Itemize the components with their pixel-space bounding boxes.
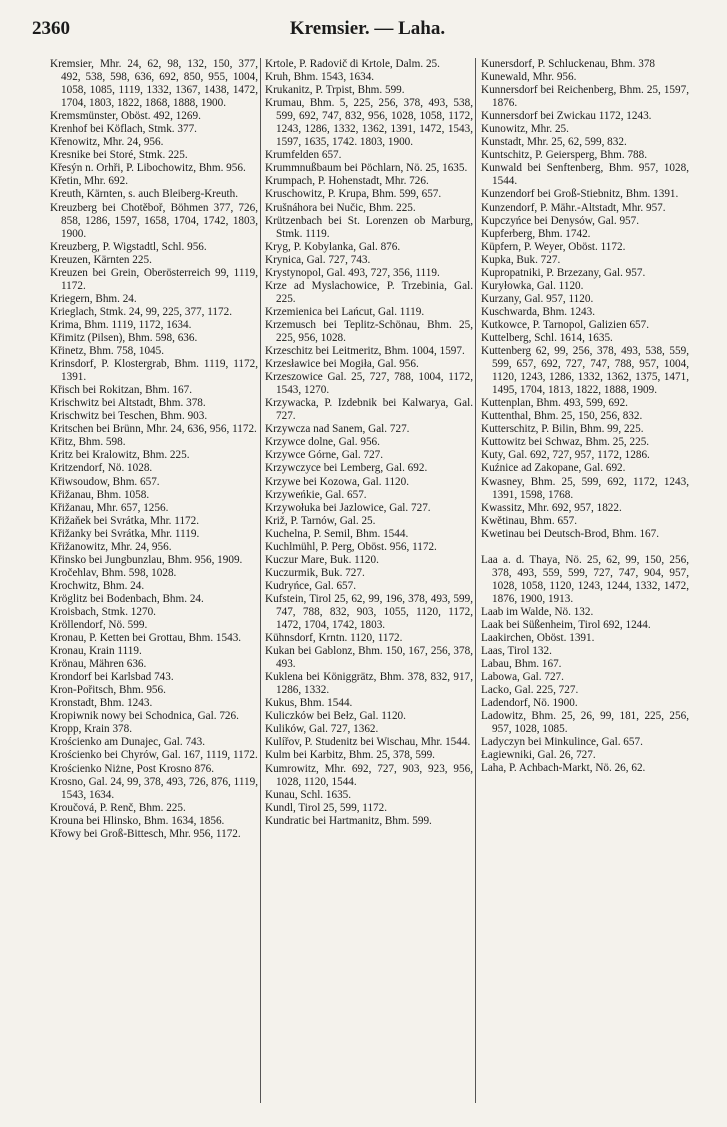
directory-entry: Krondorf bei Karlsbad 743. — [50, 671, 174, 684]
directory-entry: Křimitz (Pilsen), Bhm. 598, 636. — [50, 331, 198, 344]
directory-entry: Kroisbach, Stmk. 1270. — [50, 605, 156, 618]
directory-entry: Kremsmünster, Oböst. 492, 1269. — [50, 110, 201, 123]
directory-entry: Kunstadt, Mhr. 25, 62, 599, 832. — [481, 136, 627, 149]
directory-entry: Krzywcza nad Sanem, Gal. 727. — [265, 423, 410, 436]
directory-entry: Kutkowce, P. Tarnopol, Galizien 657. — [481, 318, 650, 331]
directory-entry: Ladendorf, Nö. 1900. — [481, 697, 578, 710]
directory-entry: Kunzendorf, P. Mähr.-Altstadt, Mhr. 957. — [481, 201, 666, 214]
directory-entry: Krzywce Górne, Gal. 727. — [265, 449, 384, 462]
directory-entry: Krzywacka, P. Izdebnik bei Kalwarya, Gal. 727. — [265, 397, 473, 423]
directory-entry: Kudryńce, Gal. 657. — [265, 579, 357, 592]
directory-entry: Kunewald, Mhr. 956. — [481, 71, 577, 84]
directory-entry: Kreuth, Kärnten, s. auch Bleiberg-Kreuth. — [50, 188, 239, 201]
directory-entry: Krystynopol, Gal. 493, 727, 356, 1119. — [265, 266, 440, 279]
directory-entry: Kuntschitz, P. Geiersperg, Bhm. 788. — [481, 149, 648, 162]
running-title: Kremsier. — Laha. — [289, 18, 446, 39]
directory-entry: Laakirchen, Oböst. 1391. — [481, 632, 595, 645]
directory-entry: Kriegern, Bhm. 24. — [50, 292, 137, 305]
directory-entry: Kunowitz, Mhr. 25. — [481, 123, 569, 136]
directory-entry: Krumau, Bhm. 5, 225, 256, 378, 493, 538, 599, 692, 747, 832, 956, 1028, 1058, 1172, 1243, 1286, 1332, 1362, 1391, 1472, 1543, 1597, 1635, 1742. 1803, 1900. — [265, 97, 473, 149]
directory-entry: Krzywe bei Kozowa, Gal. 1120. — [265, 475, 410, 488]
directory-entry: Kuryłowka, Gal. 1120. — [481, 279, 584, 292]
directory-entry: Krzyweńkie, Gal. 657. — [265, 488, 367, 501]
directory-entry: Lacko, Gal. 225, 727. — [481, 684, 579, 697]
directory-entry: Kukan bei Gablonz, Bhm. 150, 167, 256, 378, 493. — [265, 645, 473, 671]
directory-entry: Krze ad Myslachowice, P. Trzebinia, Gal. 225. — [265, 279, 473, 305]
column-2 — [265, 58, 473, 1118]
directory-entry: Kruh, Bhm. 1543, 1634. — [265, 71, 375, 84]
directory-entry: Kröglitz bei Bodenbach, Bhm. 24. — [50, 592, 204, 605]
directory-entry: Křisch bei Rokitzan, Bhm. 167. — [50, 384, 193, 397]
directory-entry: Kuschwarda, Bhm. 1243. — [481, 305, 596, 318]
page-header — [32, 18, 703, 44]
directory-entry: Kuczurmik, Buk. 727. — [265, 566, 365, 579]
directory-entry: Kunnersdorf bei Zwickau 1172, 1243. — [481, 110, 652, 123]
directory-entry: Kunau, Schl. 1635. — [265, 788, 352, 801]
directory-entry: Krinsdorf, P. Klostergrab, Bhm. 1119, 1172, 1391. — [50, 358, 258, 384]
directory-entry: Křižanowitz, Mhr. 24, 956. — [50, 540, 172, 553]
directory-entry: Kremsier, Mhr. 24, 62, 98, 132, 150, 377, 492, 538, 598, 636, 692, 850, 955, 1004, 1058, 1085, 1119, 1332, 1367, 1438, 1472, 1704, 1803, 1822, 1868, 1888, 1900. — [50, 58, 258, 110]
directory-entry: Kronau, Krain 1119. — [50, 645, 142, 658]
directory-entry: Laab im Walde, Nö. 132. — [481, 605, 594, 618]
directory-entry: Krönau, Mähren 636. — [50, 658, 147, 671]
directory-entry: Kurzany, Gal. 957, 1120. — [481, 292, 594, 305]
directory-entry: Kühnsdorf, Krntn. 1120, 1172. — [265, 632, 403, 645]
entry-columns — [50, 58, 700, 1118]
directory-entry: Krischwitz bei Altstadt, Bhm. 378. — [50, 397, 206, 410]
directory-entry: Krtole, P. Radovič di Krtole, Dalm. 25. — [265, 58, 440, 70]
directory-entry: Kuttelberg, Schl. 1614, 1635. — [481, 331, 613, 344]
directory-entry: Kupka, Buk. 727. — [481, 253, 561, 266]
directory-entry: Križ, P. Tarnów, Gal. 25. — [265, 514, 376, 527]
directory-entry: Krischwitz bei Teschen, Bhm. 903. — [50, 410, 208, 423]
directory-entry: Kumrowitz, Mhr. 692, 727, 903, 923, 956, 1028, 1120, 1544. — [265, 762, 473, 788]
directory-entry: Kunwald bei Senftenberg, Bhm. 957, 1028, 1544. — [481, 162, 689, 188]
directory-entry: Kulików, Gal. 727, 1362. — [265, 723, 379, 736]
directory-entry: Křitz, Bhm. 598. — [50, 436, 126, 449]
directory-entry: Křetin, Mhr. 692. — [50, 175, 128, 188]
directory-entry: Kuklena bei Königgrätz, Bhm. 378, 832, 917, 1286, 1332. — [265, 671, 473, 697]
directory-entry: Kupczyńce bei Denysów, Gal. 957. — [481, 214, 640, 227]
directory-entry: Krochwitz, Bhm. 24. — [50, 579, 145, 592]
directory-entry: Kupropatniki, P. Brzezany, Gal. 957. — [481, 266, 646, 279]
directory-entry: Křenowitz, Mhr. 24, 956. — [50, 136, 164, 149]
column-divider — [475, 58, 476, 1103]
directory-entry: Kuttowitz bei Schwaz, Bhm. 25, 225. — [481, 436, 650, 449]
directory-entry: Kritz bei Kralowitz, Bhm. 225. — [50, 449, 190, 462]
directory-entry: Krzywce dolne, Gal. 956. — [265, 436, 380, 449]
directory-entry: Krumpach, P. Hohenstadt, Mhr. 726. — [265, 175, 429, 188]
column-3 — [481, 58, 689, 1118]
directory-entry: Křižanky bei Svrátka, Mhr. 1119. — [50, 527, 200, 540]
directory-entry: Kuttenthal, Bhm. 25, 150, 256, 832. — [481, 410, 643, 423]
directory-entry: Krzemusch bei Teplitz-Schönau, Bhm. 25, 225, 956, 1028. — [265, 318, 473, 344]
directory-entry: Kunersdorf, P. Schluckenau, Bhm. 378 — [481, 58, 656, 70]
directory-entry: Kuchlmühl, P. Perg, Oböst. 956, 1172. — [265, 540, 437, 553]
directory-entry: Krummnußbaum bei Pöchlarn, Nö. 25, 1635. — [265, 162, 468, 175]
column-divider — [260, 58, 261, 1103]
directory-entry: Kritschen bei Brünn, Mhr. 24, 636, 956, 1172. — [50, 423, 257, 436]
directory-entry: Kuty, Gal. 692, 727, 957, 1172, 1286. — [481, 449, 650, 462]
directory-entry: Kron-Pořitsch, Bhm. 956. — [50, 684, 166, 697]
directory-entry: Kropiwnik nowy bei Schodnica, Gal. 726. — [50, 710, 239, 723]
directory-entry: Křižaňek bei Svrátka, Mhr. 1172. — [50, 514, 200, 527]
directory-entry: Łagiewniki, Gal. 26, 727. — [481, 749, 596, 762]
directory-entry: Krützenbach bei St. Lorenzen ob Marburg, Stmk. 1119. — [265, 214, 473, 240]
directory-entry: Kröllendorf, Nö. 599. — [50, 619, 148, 632]
directory-entry: Kritzendorf, Nö. 1028. — [50, 462, 153, 475]
directory-entry: Krościenko am Dunajec, Gal. 743. — [50, 736, 206, 749]
directory-entry: Krzeschitz bei Leitmeritz, Bhm. 1004, 1597. — [265, 345, 465, 358]
directory-entry: Kuczur Mare, Buk. 1120. — [265, 553, 379, 566]
directory-entry: Křiwsoudow, Bhm. 657. — [50, 475, 160, 488]
directory-entry: Kročehlav, Bhm. 598, 1028. — [50, 566, 177, 579]
directory-entry: Kundratic bei Hartmanitz, Bhm. 599. — [265, 814, 432, 827]
directory-entry: Labowa, Gal. 727. — [481, 671, 564, 684]
directory-entry: Krouna bei Hlinsko, Bhm. 1634, 1856. — [50, 814, 225, 827]
directory-entry: Kreuzen bei Grein, Oberösterreich 99, 1119, 1172. — [50, 266, 258, 292]
directory-entry: Kukus, Bhm. 1544. — [265, 697, 353, 710]
directory-entry: Krzywczyce bei Lemberg, Gal. 692. — [265, 462, 428, 475]
directory-entry: Kreuzen, Kärnten 225. — [50, 253, 152, 266]
directory-entry: Kunnersdorf bei Reichenberg, Bhm. 25, 1597, 1876. — [481, 84, 689, 110]
directory-entry: Kupferberg, Bhm. 1742. — [481, 227, 591, 240]
directory-entry: Kreuzberg, P. Wigstadtl, Schl. 956. — [50, 240, 207, 253]
column-1 — [50, 58, 258, 1118]
directory-entry: Küpfern, P. Weyer, Oböst. 1172. — [481, 240, 626, 253]
directory-entry: Kroučová, P. Renč, Bhm. 225. — [50, 801, 186, 814]
directory-entry: Krościenko Niżne, Post Krosno 876. — [50, 762, 215, 775]
directory-entry: Kuliczków bei Bełz, Gal. 1120. — [265, 710, 406, 723]
section-gap — [481, 541, 689, 554]
directory-entry: Kundl, Tirol 25, 599, 1172. — [265, 801, 388, 814]
directory-entry: Krzeszowice Gal. 25, 727, 788, 1004, 1172, 1543, 1270. — [265, 371, 473, 397]
directory-entry: Krzywołuka bei Jazlowice, Gal. 727. — [265, 501, 431, 514]
directory-entry: Ladowitz, Bhm. 25, 26, 99, 181, 225, 256, 957, 1028, 1085. — [481, 710, 689, 736]
directory-entry: Kresnike bei Storé, Stmk. 225. — [50, 149, 188, 162]
directory-entry: Krima, Bhm. 1119, 1172, 1634. — [50, 318, 192, 331]
directory-entry: Krumfelden 657. — [265, 149, 342, 162]
directory-entry: Kropp, Krain 378. — [50, 723, 133, 736]
directory-entry: Kuchelna, P. Semil, Bhm. 1544. — [265, 527, 409, 540]
directory-entry: Křižanau, Bhm. 1058. — [50, 488, 150, 501]
directory-entry: Kuttenberg 62, 99, 256, 378, 493, 538, 559, 599, 657, 692, 727, 747, 788, 957, 1004, 1120, 1243, 1286, 1332, 1362, 1375, 1471, 1495, 1704, 1813, 1822, 1888, 1909. — [481, 345, 689, 397]
directory-entry: Kwětinau, Bhm. 657. — [481, 514, 578, 527]
directory-entry: Laak bei Süßenheim, Tirol 692, 1244. — [481, 618, 651, 631]
directory-entry: Kwassitz, Mhr. 692, 957, 1822. — [481, 501, 622, 514]
directory-entry: Kruschowitz, P. Krupa, Bhm. 599, 657. — [265, 188, 442, 201]
directory-entry: Laa a. d. Thaya, Nö. 25, 62, 99, 150, 256, 378, 493, 559, 599, 727, 747, 904, 957, 1028, 1058, 1120, 1243, 1244, 1332, 1472, 1876, 1900, 1913. — [481, 553, 689, 605]
directory-entry: Krukanitz, P. Trpist, Bhm. 599. — [265, 84, 405, 97]
directory-entry: Kwetinau bei Deutsch-Brod, Bhm. 167. — [481, 527, 660, 540]
directory-entry: Krušnáhora bei Nučic, Bhm. 225. — [265, 201, 416, 214]
directory-entry: Kwasney, Bhm. 25, 599, 692, 1172, 1243, 1391, 1598, 1768. — [481, 475, 689, 501]
directory-entry: Krosno, Gal. 24, 99, 378, 493, 726, 876, 1119, 1543, 1634. — [50, 775, 258, 801]
directory-entry: Kronau, P. Ketten bei Grottau, Bhm. 1543. — [50, 632, 242, 645]
directory-entry: Kuźnice ad Zakopane, Gal. 692. — [481, 462, 626, 475]
directory-entry: Krzemienica bei Lańcut, Gal. 1119. — [265, 305, 425, 318]
directory-entry: Křesýn n. Orhři, P. Libochowitz, Bhm. 956. — [50, 162, 246, 175]
directory-entry: Křowy bei Groß-Bittesch, Mhr. 956, 1172. — [50, 827, 241, 840]
directory-entry: Kufstein, Tirol 25, 62, 99, 196, 378, 493, 599, 747, 788, 832, 903, 1055, 1120, 1172, 1472, 1704, 1742, 1803. — [265, 592, 473, 632]
directory-entry: Kuttenplan, Bhm. 493, 599, 692. — [481, 397, 628, 410]
directory-entry: Krenhof bei Köflach, Stmk. 377. — [50, 123, 197, 136]
directory-entry: Kutterschitz, P. Bilin, Bhm. 99, 225. — [481, 423, 644, 436]
directory-entry: Kreuzberg bei Chotěboř, Böhmen 377, 726, 858, 1286, 1597, 1658, 1704, 1742, 1803, 1900. — [50, 201, 258, 240]
directory-entry: Kryg, P. Kobylanka, Gal. 876. — [265, 240, 401, 253]
directory-entry: Křinsko bei Jungbunzlau, Bhm. 956, 1909. — [50, 553, 243, 566]
directory-entry: Kulm bei Karbitz, Bhm. 25, 378, 599. — [265, 749, 435, 762]
directory-entry: Labau, Bhm. 167. — [481, 658, 562, 671]
directory-entry: Krościenko bei Chyrów, Gal. 167, 1119, 1172. — [50, 749, 258, 762]
page-number: 2360 — [32, 18, 70, 39]
directory-entry: Ladyczyn bei Minkulince, Gal. 657. — [481, 736, 643, 749]
directory-entry: Laha, P. Achbach-Markt, Nö. 26, 62. — [481, 762, 646, 775]
directory-entry: Křižanau, Mhr. 657, 1256. — [50, 501, 169, 514]
directory-entry: Krieglach, Stmk. 24, 99, 225, 377, 1172. — [50, 305, 232, 318]
directory-entry: Laas, Tirol 132. — [481, 645, 552, 658]
directory-entry: Kulířov, P. Studenitz bei Wischau, Mhr. 1544. — [265, 736, 471, 749]
directory-entry: Krynica, Gal. 727, 743. — [265, 253, 371, 266]
directory-entry: Kronstadt, Bhm. 1243. — [50, 697, 153, 710]
directory-entry: Křinetz, Bhm. 758, 1045. — [50, 345, 165, 358]
directory-entry: Krzesławice bei Mogiła, Gal. 956. — [265, 358, 419, 371]
directory-entry: Kunzendorf bei Groß-Stiebnitz, Bhm. 1391. — [481, 188, 679, 201]
